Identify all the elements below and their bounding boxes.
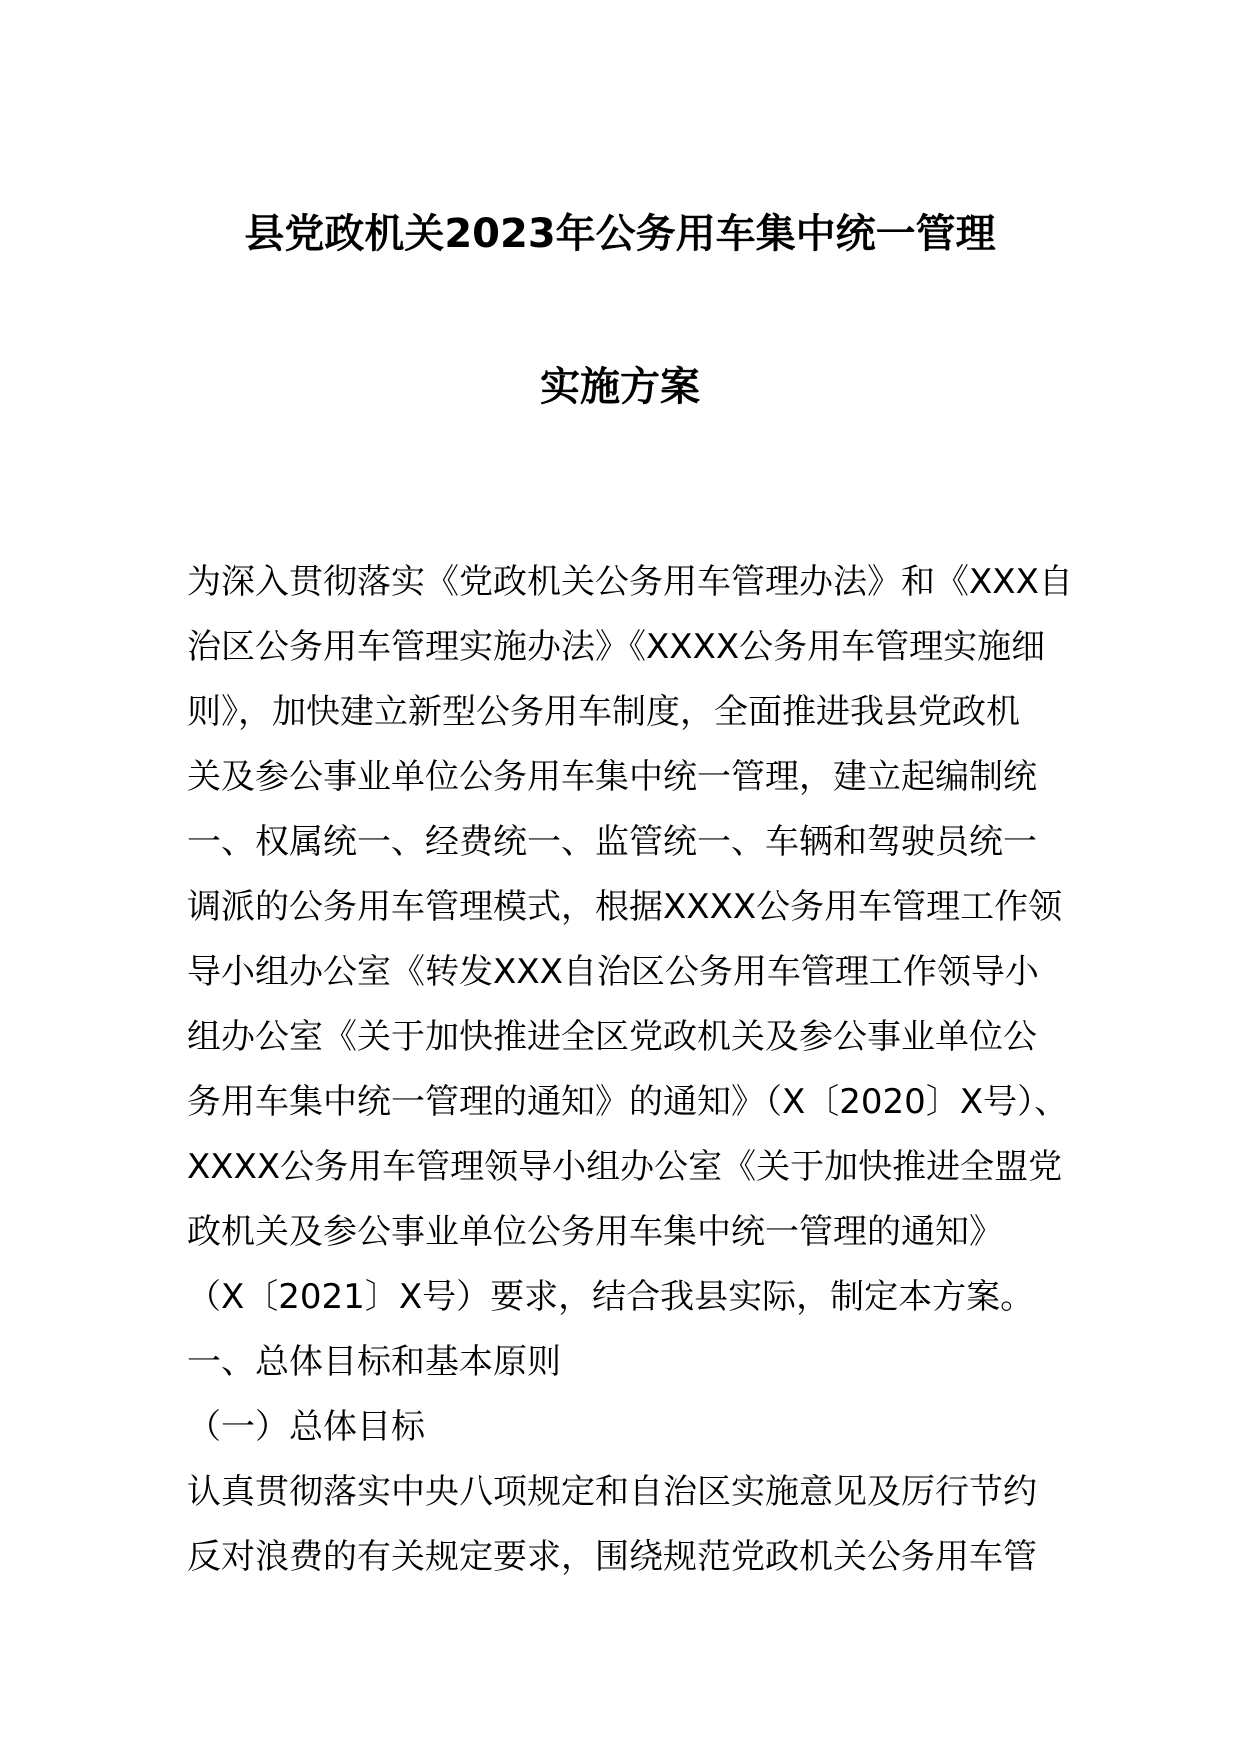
document-title-line-1: 县党政机关2023年公务用车集中统一管理 (244, 211, 996, 257)
section-heading: 一、总体目标和基本原则 (187, 1342, 561, 1382)
body-line: 政机关及参公事业单位公务用车集中统一管理的通知》 (187, 1212, 1003, 1252)
body-line: 治区公务用车管理实施办法》《XXXX公务用车管理实施细 (187, 627, 1046, 667)
body-line: （X〔2021〕X号）要求，结合我县实际，制定本方案。 (187, 1277, 1035, 1317)
document-body (187, 550, 1073, 1590)
document-title-line-2: 实施方案 (540, 364, 700, 410)
body-line: 务用车集中统一管理的通知》的通知》（X〔2020〕X号）、 (187, 1082, 1069, 1122)
body-line: 组办公室《关于加快推进全区党政机关及参公事业单位公 (187, 1017, 1037, 1057)
body-line: 为深入贯彻落实《党政机关公务用车管理办法》和《XXX自 (187, 562, 1073, 602)
body-line: 调派的公务用车管理模式，根据XXXX公务用车管理工作领 (187, 887, 1063, 927)
body-line: 关及参公事业单位公务用车集中统一管理，建立起编制统 (187, 757, 1037, 797)
body-line: 导小组办公室《转发XXX自治区公务用车管理工作领导小 (187, 952, 1039, 992)
subsection-heading: （一）总体目标 (187, 1407, 425, 1447)
body-line: 认真贯彻落实中央八项规定和自治区实施意见及厉行节约 (187, 1472, 1037, 1512)
body-line: 反对浪费的有关规定要求，围绕规范党政机关公务用车管 (187, 1537, 1037, 1577)
body-line: XXXX公务用车管理领导小组办公室《关于加快推进全盟党 (187, 1147, 1063, 1187)
body-line: 一、权属统一、经费统一、监管统一、车辆和驾驶员统一 (187, 822, 1037, 862)
body-line: 则》，加快建立新型公务用车制度，全面推进我县党政机 (187, 692, 1020, 732)
